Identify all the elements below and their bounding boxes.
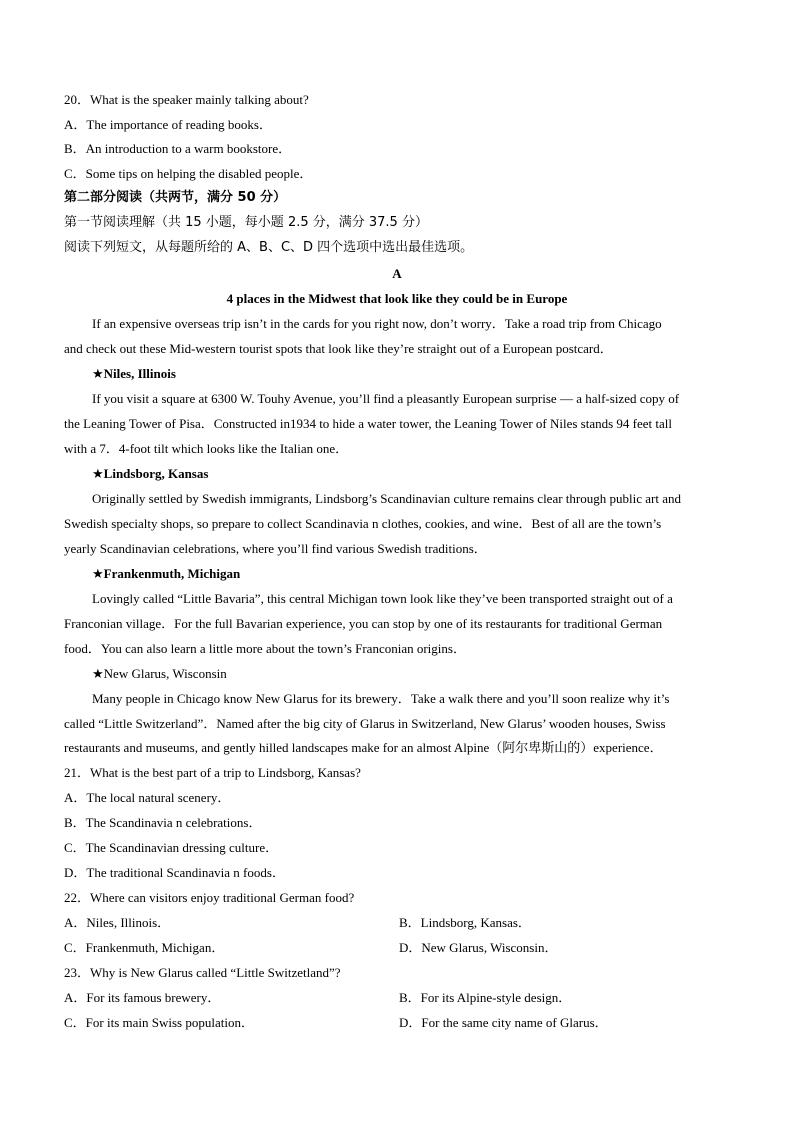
q22-option-d: D．New Glarus, Wisconsin． [399, 940, 558, 955]
q23-question: 23．Why is New Glarus called “Little Switzetland”? [64, 965, 341, 980]
place4-line-2: called “Little Switzerland”．Named after the big city of Glarus in Switzerland, New Glarus’ wooden houses, Swiss [64, 716, 666, 731]
q21-option-a: A．The local natural scenery． [64, 790, 231, 805]
section-instruction: 阅读下列短文，从每题所给的 A、B、C、D 四个选项中选出最佳选项。 [64, 240, 474, 255]
star-icon [92, 566, 104, 581]
section-title: 第二部分阅读（共两节，满分 50 分） [64, 190, 287, 205]
q23-option-c: C．For its main Swiss population． [64, 1015, 254, 1030]
place2-heading: ★ Lindsborg, Kansas [92, 466, 730, 483]
place1-line-3: with a 7．4-foot tilt which looks like the Italian one． [64, 441, 349, 456]
star-icon [92, 466, 104, 481]
section-subtitle: 第一节阅读理解（共 15 小题，每小题 2.5 分，满分 37.5 分） [64, 215, 428, 230]
star-icon [92, 366, 104, 381]
place2-line-2: Swedish specialty shops, so prepare to collect Scandinavia n clothes, cookies, and wine．Best of all are the town’s [64, 516, 662, 531]
place3-heading: ★ Frankenmuth, Michigan [92, 566, 730, 583]
q20-option-a: A．The importance of reading books． [64, 117, 272, 132]
place4-line-3: restaurants and museums, and gently hilled landscapes make for an almost Alpine（阿尔卑斯山的）experience． [64, 740, 663, 755]
passage-title: 4 places in the Midwest that look like they could be in Europe [226, 291, 568, 306]
star-icon [92, 666, 104, 681]
place1-line-1: If you visit a square at 6300 W. Touhy Avenue, you’ll find a pleasantly European surprise — a half-sized copy of [92, 391, 680, 406]
q20-question: 20．What is the speaker mainly talking about? [64, 92, 309, 107]
place2-line-1: Originally settled by Swedish immigrants, Lindsborg’s Scandinavian culture remains clear through public art and [92, 491, 681, 506]
place4-line-1: Many people in Chicago know New Glarus for its brewery．Take a walk there and you’ll soon realize why it’s [92, 691, 670, 706]
q21-option-c: C．The Scandinavian dressing culture． [64, 840, 279, 855]
place4-heading: ★ New Glarus, Wisconsin [92, 666, 730, 683]
q23-option-a: A．For its famous brewery． [64, 990, 221, 1005]
passage-label: A [392, 266, 402, 281]
q23-option-d: D．For the same city name of Glarus． [399, 1015, 608, 1030]
q22-question: 22．Where can visitors enjoy traditional German food? [64, 890, 355, 905]
q20-option-c: C．Some tips on helping the disabled people． [64, 166, 313, 181]
q22-option-a: A．Niles, Illinois． [64, 915, 171, 930]
place3-line-2: Franconian village．For the full Bavarian experience, you can stop by one of its restaurants for traditional German [64, 616, 663, 631]
place1-heading: ★ Niles, Illinois [92, 366, 730, 383]
intro-line-1: If an expensive overseas trip isn’t in the cards for you right now, don’t worry．Take a road trip from Chicago [92, 316, 662, 331]
q21-option-d: D．The traditional Scandinavia n foods． [64, 865, 285, 880]
q21-option-b: B．The Scandinavia n celebrations． [64, 815, 262, 830]
q22-option-c: C．Frankenmuth, Michigan． [64, 940, 225, 955]
place3-line-1: Lovingly called “Little Bavaria”, this central Michigan town look like they’ve been transported straight out of a [92, 591, 673, 606]
intro-line-2: and check out these Mid-western tourist spots that look like they’re straight out of a European postcard． [64, 341, 613, 356]
q23-option-b: B．For its Alpine-style design． [399, 990, 572, 1005]
q20-option-b: B．An introduction to a warm bookstore． [64, 141, 292, 156]
place3-line-3: food．You can also learn a little more about the town’s Franconian origins． [64, 641, 466, 656]
place1-line-2: the Leaning Tower of Pisa．Constructed in1934 to hide a water tower, the Leaning Tower of Niles stands 94 feet tall [64, 416, 673, 431]
q22-option-b: B．Lindsborg, Kansas． [399, 915, 531, 930]
q21-question: 21．What is the best part of a trip to Lindsborg, Kansas? [64, 765, 361, 780]
place2-line-3: yearly Scandinavian celebrations, where you’ll find various Swedish traditions． [64, 541, 487, 556]
